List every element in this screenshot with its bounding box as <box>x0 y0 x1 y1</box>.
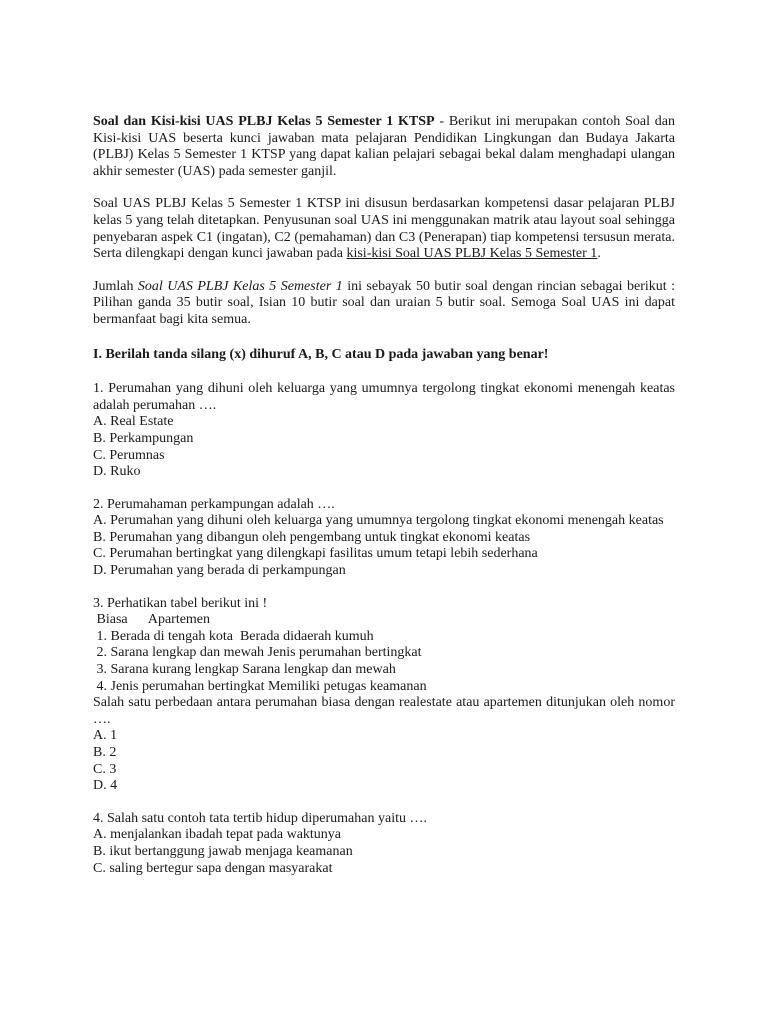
intro-text-3a: Jumlah <box>93 278 138 294</box>
intro-paragraph-2 <box>93 196 675 262</box>
q2-option-a: A. Perumahan yang dihuni oleh keluarga yang umumnya tergolong tingkat ekonomi menengah keatas <box>93 513 664 529</box>
q1-option-b: B. Perkampungan <box>93 430 194 446</box>
intro-paragraph-3 <box>93 279 675 329</box>
q1-option-c: C. Perumnas <box>93 447 165 463</box>
intro-text-2-end: . <box>597 246 601 262</box>
intro-text-3b: ini sebayak 50 butir soal dengan rincian sebagai berikut : Pilihan ganda 35 butir soal, Isian 10 butir soal dan uraian 5 butir soal. Semoga Soal UAS ini dapat bermanfaat bagi kita semua. <box>93 278 675 327</box>
q3-table-row-3: 3. Sarana kurang lengkap Sarana lengkap dan mewah <box>93 662 396 678</box>
q3-option-a: A. 1 <box>93 728 118 744</box>
q4-option-a: A. menjalankan ibadah tepat pada waktunya <box>93 827 342 843</box>
question-4: 4. Salah satu contoh tata tertib hidup diperumahan yaitu …. <box>93 810 427 826</box>
kisi-kisi-link[interactable]: kisi-kisi Soal UAS PLBJ Kelas 5 Semester 1 <box>346 246 598 262</box>
question-1: 1. Perumahan yang dihuni oleh keluarga yang umumnya tergolong tingkat ekonomi menengah keatas adalah perumahan …. <box>93 381 675 413</box>
q3-option-d: D. 4 <box>93 778 118 794</box>
intro-paragraph-1 <box>93 114 675 180</box>
q4-option-c: C. saling bertegur sapa dengan masyarakat <box>93 860 333 876</box>
q3-option-c: C. 3 <box>93 761 117 777</box>
q3-table-row-4: 4. Jenis perumahan bertingkat Memiliki petugas keamanan <box>93 678 427 694</box>
q1-option-a: A. Real Estate <box>93 414 174 430</box>
article-title: Soal dan Kisi-kisi UAS PLBJ Kelas 5 Semester 1 KTSP <box>93 114 435 129</box>
q3-table-header: Biasa Apartemen <box>93 612 211 628</box>
q1-option-d: D. Ruko <box>93 464 141 480</box>
q3-table-row-1: 1. Berada di tengah kota Berada didaerah kumuh <box>93 628 374 644</box>
intro-text-3-italic: Soal UAS PLBJ Kelas 5 Semester 1 <box>137 278 343 294</box>
q3-option-b: B. 2 <box>93 745 117 760</box>
q3-table-row-2: 2. Sarana lengkap dan mewah Jenis perumahan bertingkat <box>93 645 422 661</box>
section-heading: I. Berilah tanda silang (x) dihuruf A, B, C atau D pada jawaban yang benar! <box>93 346 549 362</box>
q2-option-d: D. Perumahan yang berada di perkampungan <box>93 563 346 579</box>
intro-text-2: Soal UAS PLBJ Kelas 5 Semester 1 KTSP ini disusun berdasarkan kompetensi dasar pelajaran PLBJ kelas 5 yang telah ditetapkan. Penyusunan soal UAS ini menggunakan matrik atau layout soal sehingga penyebaran aspek C1 (ingatan), C2 (pemahaman) dan C3 (Penerapan) tiap kompetensi tersusun merata. Serta dilengkapi dengan kunci jawaban pada <box>93 196 675 262</box>
question-2: 2. Perumahaman perkampungan adalah …. <box>93 496 335 512</box>
q2-option-b: B. Perumahan yang dibangun oleh pengembang untuk tingkat ekonomi keatas <box>93 529 531 545</box>
intro-text-1: - Berikut ini merupakan contoh Soal dan Kisi-kisi UAS beserta kunci jawaban mata pelajaran Pendidikan Lingkungan dan Budaya Jakarta (PLBJ) Kelas 5 Semester 1 KTSP yang dapat kalian pelajari sebagai bekal dalam menghadapi ulangan akhir semester (UAS) pada semester ganjil. <box>93 114 675 179</box>
q2-option-c: C. Perumahan bertingkat yang dilengkapi fasilitas umum tetapi lebih sederhana <box>93 546 538 562</box>
q4-option-b: B. ikut bertanggung jawab menjaga keamanan <box>93 843 353 859</box>
q3-prompt: Salah satu perbedaan antara perumahan biasa dengan realestate atau apartemen ditunjukan oleh nomor …. <box>93 695 675 727</box>
question-3: 3. Perhatikan tabel berikut ini ! <box>93 595 268 611</box>
